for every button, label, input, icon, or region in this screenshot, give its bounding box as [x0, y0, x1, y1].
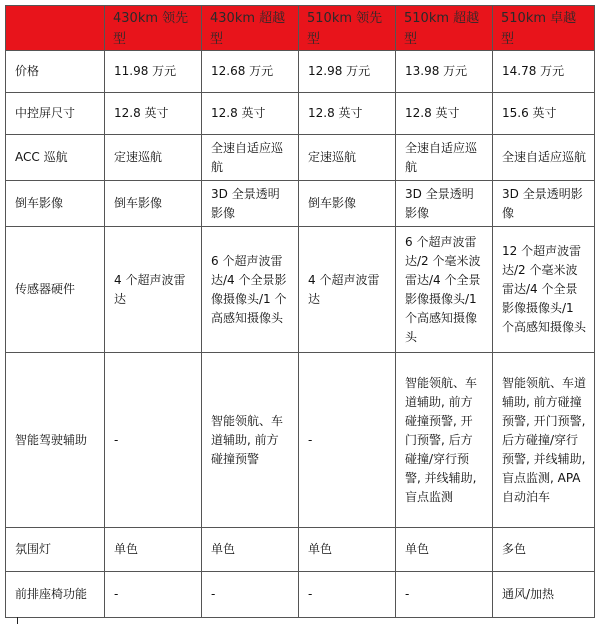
table-cell: - [202, 572, 299, 618]
table-cell: 4 个超声波雷达 [105, 227, 202, 353]
table-cell: - [299, 572, 396, 618]
row-acc-cruise [6, 135, 595, 181]
table-cell: 倒车影像 [299, 181, 396, 227]
header-430km-surpass: 430km 超越型 [202, 6, 299, 51]
table-cell: 12.98 万元 [299, 51, 396, 93]
table-cell: - [105, 572, 202, 618]
table-cell: 单色 [396, 528, 493, 572]
table-cell: 13.98 万元 [396, 51, 493, 93]
table-cell: - [299, 353, 396, 528]
table-cell: - [396, 572, 493, 618]
table-cell: 多色 [493, 528, 595, 572]
table-header-row [6, 6, 595, 51]
header-510km-excellence: 510km 卓越型 [493, 6, 595, 51]
table-cell: 6 个超声波雷达/4 个全景影像摄像头/1 个高感知摄像头 [202, 227, 299, 353]
table-cell: 单色 [202, 528, 299, 572]
comparison-table [5, 5, 595, 618]
table-cell: 定速巡航 [105, 135, 202, 181]
header-510km-lead: 510km 领先型 [299, 6, 396, 51]
table-cell: 4 个超声波雷达 [299, 227, 396, 353]
table-cell: 全速自适应巡航 [202, 135, 299, 181]
table-cell: 12.8 英寸 [396, 93, 493, 135]
row-sensor-hardware [6, 227, 595, 353]
table-cell: 全速自适应巡航 [493, 135, 595, 181]
table-cell: 11.98 万元 [105, 51, 202, 93]
text-cursor [17, 617, 18, 624]
row-label: 前排座椅功能 [6, 572, 105, 618]
table-cell: 倒车影像 [105, 181, 202, 227]
table-cell: 智能领航、车道辅助, 前方碰撞预警 [202, 353, 299, 528]
row-label: 传感器硬件 [6, 227, 105, 353]
table-cell: 12.8 英寸 [299, 93, 396, 135]
table-cell: 单色 [299, 528, 396, 572]
table-cell: 6 个超声波雷达/2 个毫米波雷达/4 个全景影像摄像头/1 个高感知摄像头 [396, 227, 493, 353]
table-cell: 12.68 万元 [202, 51, 299, 93]
table-cell: 通风/加热 [493, 572, 595, 618]
row-screen-size [6, 93, 595, 135]
table-cell: 智能领航、车道辅助, 前方碰撞预警, 开门预警, 后方碰撞/穿行预警, 并线辅助, 盲点监测 [396, 353, 493, 528]
table-cell: 12 个超声波雷达/2 个毫米波雷达/4 个全景影像摄像头/1 个高感知摄像头 [493, 227, 595, 353]
row-ambient-light [6, 528, 595, 572]
row-front-seat [6, 572, 595, 618]
row-driver-assist [6, 353, 595, 528]
table-cell: - [105, 353, 202, 528]
header-430km-lead: 430km 领先型 [105, 6, 202, 51]
table-cell: 12.8 英寸 [202, 93, 299, 135]
table-cell: 全速自适应巡航 [396, 135, 493, 181]
table-cell: 12.8 英寸 [105, 93, 202, 135]
row-reverse-camera [6, 181, 595, 227]
table-cell: 单色 [105, 528, 202, 572]
table-cell: 3D 全景透明影像 [493, 181, 595, 227]
table-cell: 14.78 万元 [493, 51, 595, 93]
row-label: 智能驾驶辅助 [6, 353, 105, 528]
table-cell: 3D 全景透明影像 [396, 181, 493, 227]
row-label: 倒车影像 [6, 181, 105, 227]
header-corner [6, 6, 105, 51]
row-label: 中控屏尺寸 [6, 93, 105, 135]
table-cell: 定速巡航 [299, 135, 396, 181]
row-price [6, 51, 595, 93]
table-cell: 3D 全景透明影像 [202, 181, 299, 227]
row-label: 氛围灯 [6, 528, 105, 572]
table-cell: 15.6 英寸 [493, 93, 595, 135]
table-cell: 智能领航、车道辅助, 前方碰撞预警, 开门预警, 后方碰撞/穿行预警, 并线辅助, 盲点监测, APA 自动泊车 [493, 353, 595, 528]
row-label: ACC 巡航 [6, 135, 105, 181]
row-label: 价格 [6, 51, 105, 93]
header-510km-surpass: 510km 超越型 [396, 6, 493, 51]
